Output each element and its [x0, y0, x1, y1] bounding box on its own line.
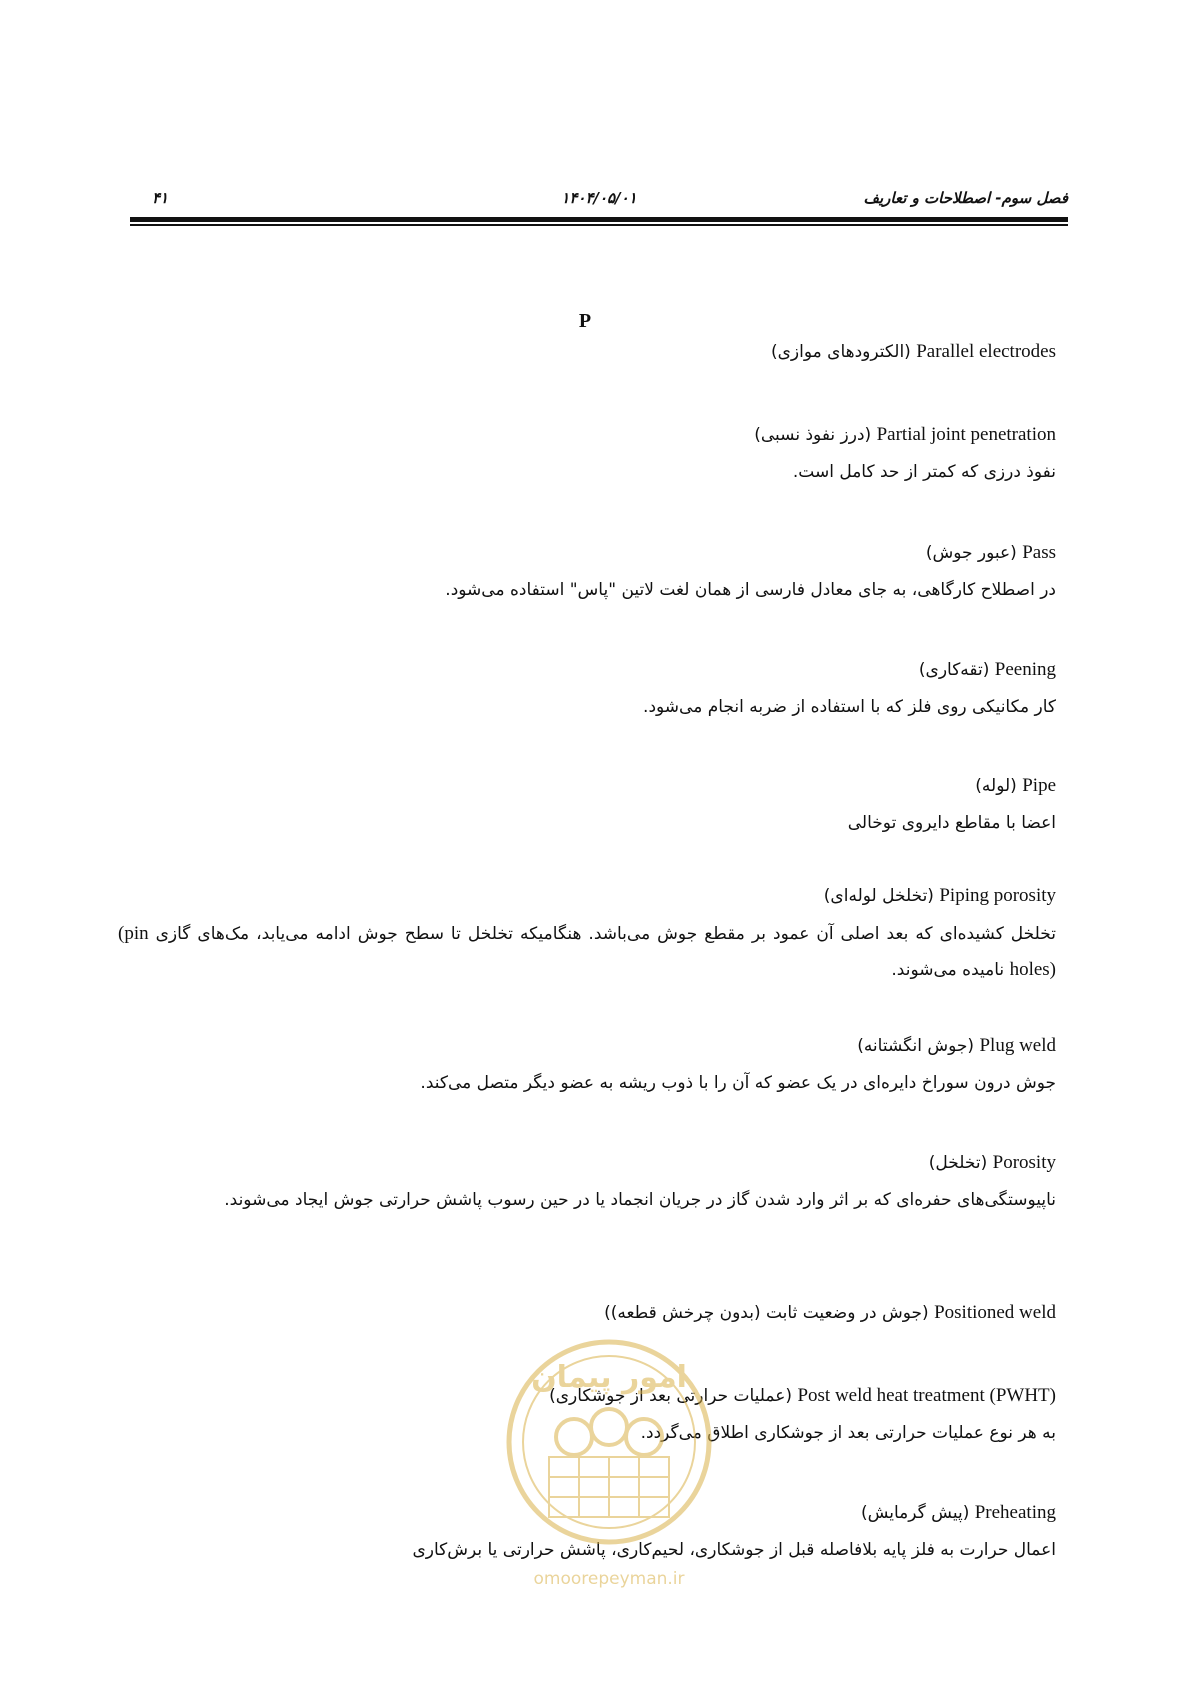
glossary-entry-porosity [118, 1147, 1056, 1218]
glossary-entry-plug-weld [118, 1030, 1056, 1101]
header-date: ۱۴۰۴/۰۵/۰۱ [561, 189, 637, 207]
glossary-entry-partial-joint-penetration [118, 419, 1056, 490]
term [118, 336, 1056, 368]
term-fa: (الکترودهای موازی) [770, 342, 911, 362]
term-fa: (جوش انگشتانه) [857, 1036, 975, 1056]
term-fa: (لوله) [975, 776, 1017, 796]
definition: جوش درون سوراخ دایره‌ای در یک عضو که آن را با ذوب ریشه به عضو دیگر متصل می‌کند. [420, 1073, 1056, 1093]
term-fa: (تقه‌کاری) [918, 660, 990, 680]
term-en: Parallel electrodes [916, 341, 1056, 362]
definition: کار مکانیکی روی فلز که با استفاده از ضربه انجام می‌شود. [643, 697, 1056, 717]
definition: به هر نوع عملیات حرارتی بعد از جوشکاری اطلاق می‌گردد. [640, 1423, 1056, 1443]
term-en: Porosity [992, 1152, 1056, 1173]
term [118, 1147, 1056, 1179]
term [118, 537, 1056, 569]
section-letter: P [578, 310, 592, 332]
definition: ناپیوستگی‌های حفره‌ای که بر اثر وارد شدن گاز در جریان انجماد یا در حین رسوب پاشش حرارتی جوش ایجاد می‌شوند. [224, 1190, 1056, 1210]
term-en: Plug weld [979, 1035, 1056, 1056]
glossary-entry-pipe [118, 770, 1056, 841]
glossary-entry-piping-porosity [118, 880, 1056, 988]
header-rule-thin [130, 224, 1068, 226]
seal-title: امور پیمان [531, 1360, 687, 1395]
term-fa: (جوش در وضعیت ثابت (بدون چرخش قطعه)) [604, 1303, 929, 1323]
term [118, 654, 1056, 686]
term-en: Post weld heat treatment (PWHT) [797, 1385, 1056, 1406]
term [118, 880, 1056, 912]
term [118, 419, 1056, 451]
term [118, 1030, 1056, 1062]
glossary-entry-positioned-weld [118, 1297, 1056, 1329]
page-header [130, 185, 1068, 217]
term [118, 1380, 1056, 1412]
page-number: ۴۱ [152, 189, 169, 207]
glossary-entry-peening [118, 654, 1056, 725]
chapter-title: فصل سوم- اصطلاحات و تعاریف [863, 189, 1068, 207]
term-fa: (تخلخل) [928, 1153, 988, 1173]
term-fa: (عملیات حرارتی بعد از جوشکاری) [549, 1386, 793, 1406]
glossary-entry-pass [118, 537, 1056, 608]
term [118, 770, 1056, 802]
term-en: Preheating [974, 1502, 1056, 1523]
term-en: Pipe [1022, 775, 1056, 796]
glossary-entry-parallel-electrodes [118, 336, 1056, 368]
term-en: Positioned weld [934, 1302, 1056, 1323]
term [118, 1297, 1056, 1329]
term [118, 1497, 1056, 1529]
watermark-url: omoorepeyman.ir [533, 1569, 685, 1589]
term-en: Piping porosity [939, 885, 1056, 906]
definition: اعضا با مقاطع دایروی توخالی [847, 813, 1056, 833]
definition-tail: نامیده می‌شوند. [891, 960, 1005, 980]
term-fa: (درز نفوذ نسبی) [754, 425, 872, 445]
definition: نفوذ درزی که کمتر از حد کامل است. [792, 462, 1056, 482]
definition: اعمال حرارت به فلز پایه بلافاصله قبل از جوشکاری، لحیم‌کاری، پاشش حرارتی یا برش‌کاری [412, 1540, 1056, 1560]
term-fa: (عبور جوش) [925, 543, 1017, 563]
glossary-entry-preheating [118, 1497, 1056, 1568]
definition-en: (pin holes) [118, 923, 1056, 980]
term-en: Pass [1022, 542, 1056, 563]
definition-text: تخلخل کشیده‌ای که بعد اصلی آن عمود بر مقطع جوش می‌باشد. هنگامیکه تخلخل تا سطح جوش ادامه می‌یابد، مک‌های گازی [155, 924, 1056, 944]
term-fa: (پیش گرمایش) [860, 1503, 970, 1523]
header-rule-thick [130, 217, 1068, 222]
term-fa: (تخلخل لوله‌ای) [823, 886, 934, 906]
definition: در اصطلاح کارگاهی، به جای معادل فارسی از همان لغت لاتین "پاس" استفاده می‌شود. [445, 580, 1056, 600]
glossary-entry-pwht [118, 1380, 1056, 1451]
term-en: Peening [994, 659, 1056, 680]
definition [118, 916, 1056, 988]
term-en: Partial joint penetration [876, 424, 1056, 445]
